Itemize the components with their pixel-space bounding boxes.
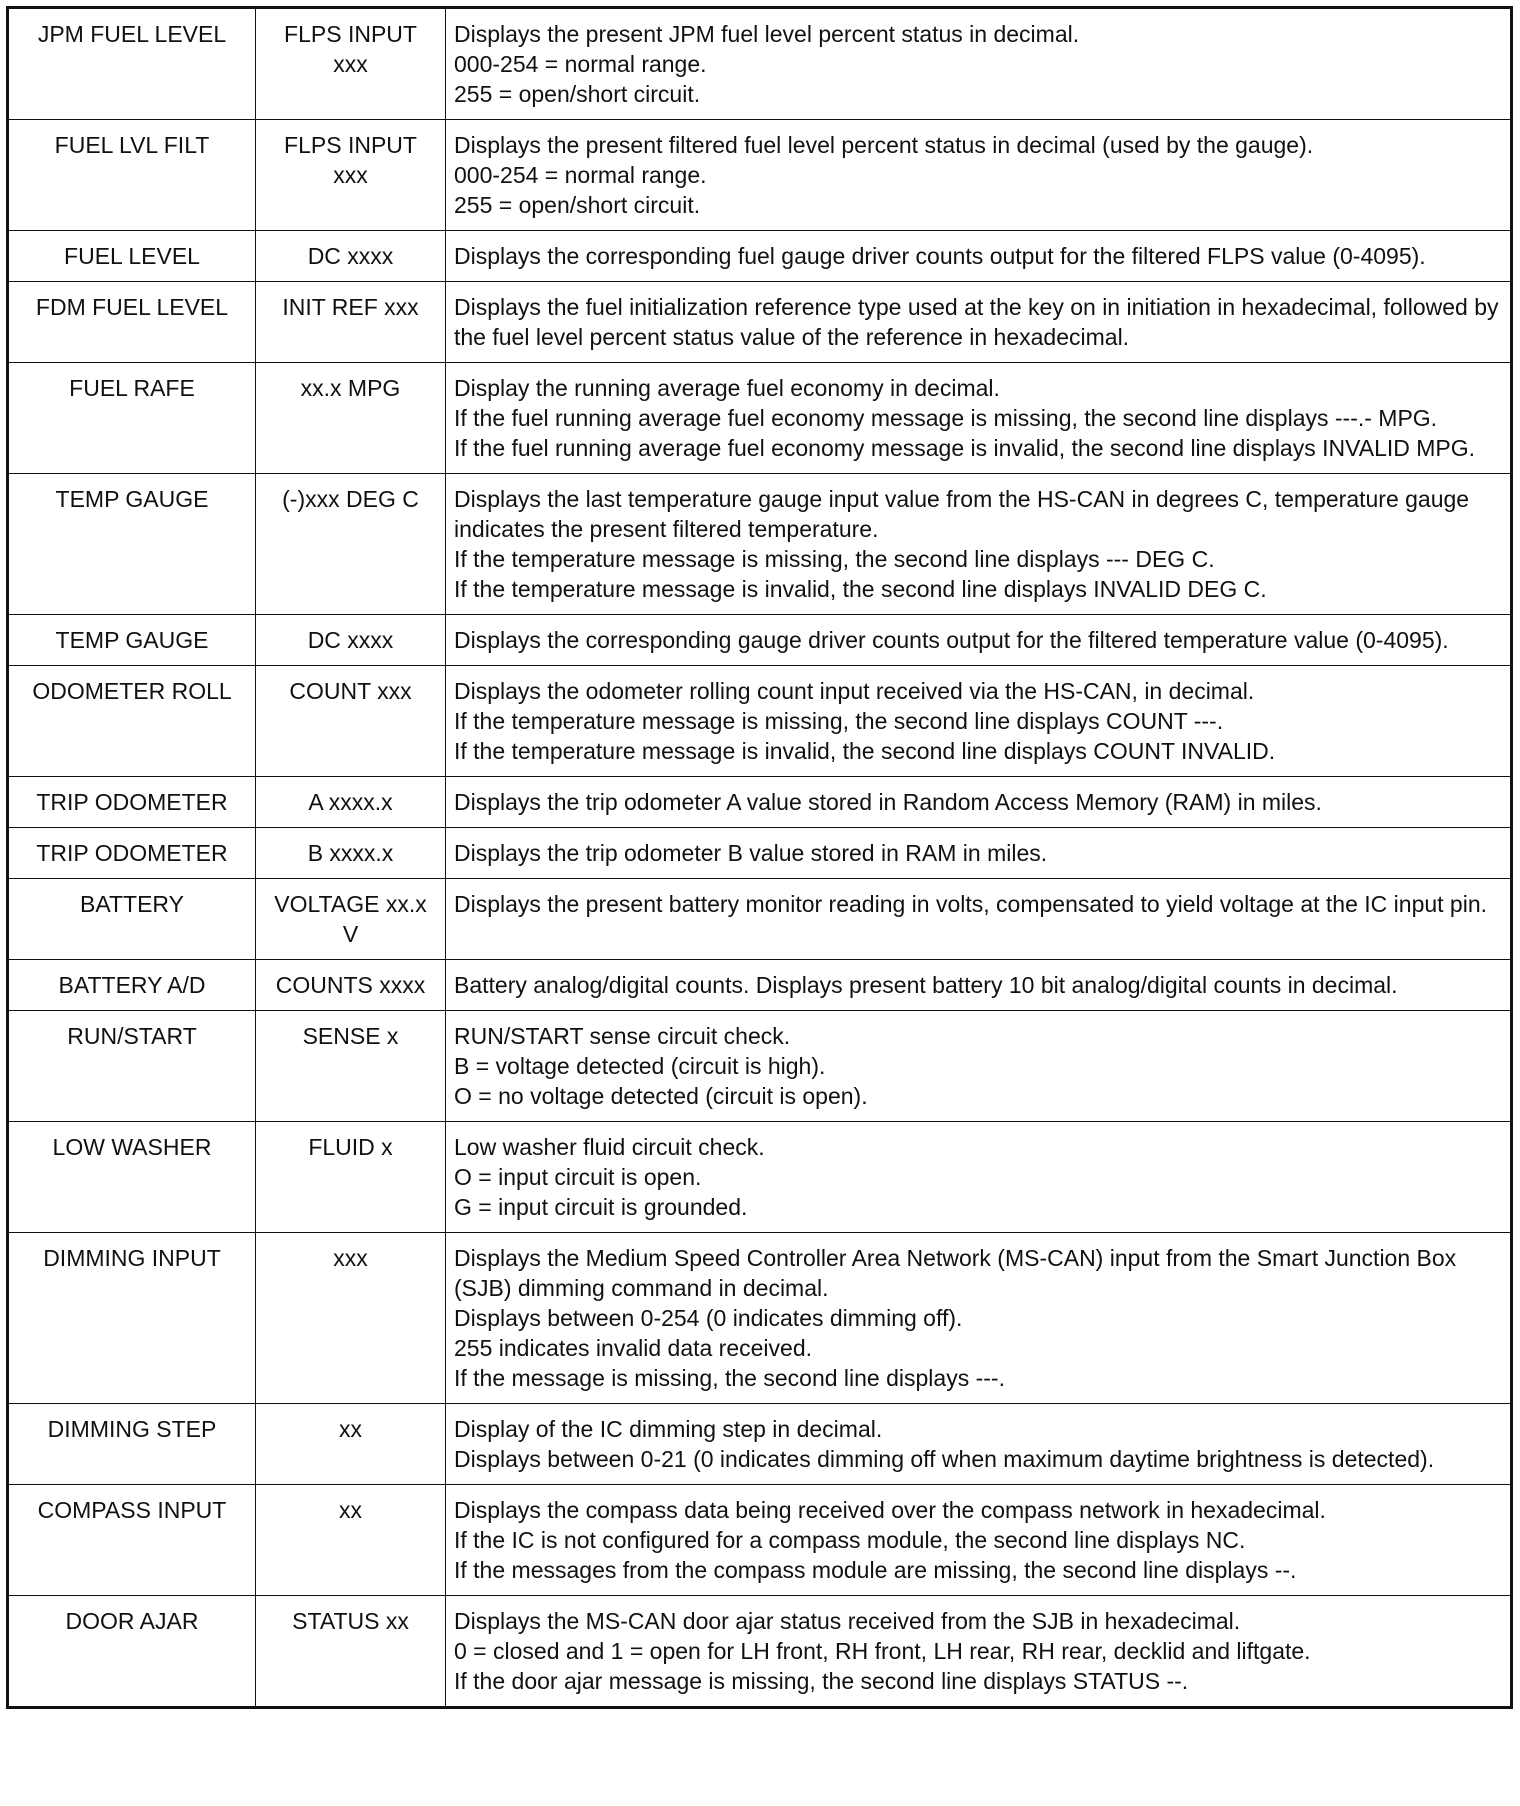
- table-row: [8, 615, 1512, 666]
- description-line: Displays the trip odometer B value stored in RAM in miles.: [454, 840, 1048, 866]
- description-line: Battery analog/digital counts. Displays present battery 10 bit analog/digital counts in decimal.: [454, 972, 1398, 998]
- parameter-cell: BATTERY A/D: [8, 960, 256, 1011]
- parameter-table: [6, 6, 1513, 1709]
- table-row: [8, 120, 1512, 231]
- display-format-cell: COUNTS xxxx: [256, 960, 446, 1011]
- display-format-cell: INIT REF xxx: [256, 282, 446, 363]
- description-line: If the fuel running average fuel economy message is missing, the second line displays ---.- MPG.: [454, 405, 1438, 431]
- parameter-cell: FDM FUEL LEVEL: [8, 282, 256, 363]
- description-line: Displays the corresponding gauge driver counts output for the filtered temperature value (0-4095).: [454, 627, 1449, 653]
- description-line: 255 indicates invalid data received.: [454, 1335, 813, 1361]
- description-line: If the door ajar message is missing, the second line displays STATUS --.: [454, 1668, 1189, 1694]
- parameter-cell: TRIP ODOMETER: [8, 777, 256, 828]
- display-format-cell: xx: [256, 1485, 446, 1596]
- description-line: If the temperature message is missing, the second line displays COUNT ---.: [454, 708, 1224, 734]
- description-line: G = input circuit is grounded.: [454, 1194, 748, 1220]
- table-row: [8, 1233, 1512, 1404]
- description-line: Low washer fluid circuit check.: [454, 1134, 765, 1160]
- description-line: Displays the Medium Speed Controller Area Network (MS-CAN) input from the Smart Junction Box (SJB) dimming command in decimal.: [454, 1245, 1457, 1301]
- description-line: Displays the MS-CAN door ajar status received from the SJB in hexadecimal.: [454, 1608, 1241, 1634]
- description-line: Displays the corresponding fuel gauge driver counts output for the filtered FLPS value (0-4095).: [454, 243, 1426, 269]
- table-row: [8, 474, 1512, 615]
- parameter-cell: TEMP GAUGE: [8, 474, 256, 615]
- description-cell: [446, 1404, 1512, 1485]
- table-row: [8, 1122, 1512, 1233]
- description-cell: [446, 960, 1512, 1011]
- display-format-cell: B xxxx.x: [256, 828, 446, 879]
- description-cell: [446, 282, 1512, 363]
- description-line: If the message is missing, the second line displays ---.: [454, 1365, 1005, 1391]
- description-cell: [446, 363, 1512, 474]
- description-line: 255 = open/short circuit.: [454, 192, 701, 218]
- table-row: [8, 363, 1512, 474]
- description-line: Display the running average fuel economy in decimal.: [454, 375, 1000, 401]
- description-cell: [446, 231, 1512, 282]
- display-format-cell: xxx: [256, 1233, 446, 1404]
- description-line: Displays the present battery monitor reading in volts, compensated to yield voltage at the IC input pin.: [454, 891, 1488, 917]
- description-cell: [446, 615, 1512, 666]
- table-row: [8, 777, 1512, 828]
- description-cell: [446, 1122, 1512, 1233]
- description-line: RUN/START sense circuit check.: [454, 1023, 791, 1049]
- description-cell: [446, 1485, 1512, 1596]
- description-cell: [446, 666, 1512, 777]
- table-row: [8, 960, 1512, 1011]
- description-line: If the temperature message is invalid, the second line displays INVALID DEG C.: [454, 576, 1267, 602]
- table-row: [8, 1485, 1512, 1596]
- parameter-cell: LOW WASHER: [8, 1122, 256, 1233]
- parameter-cell: FUEL RAFE: [8, 363, 256, 474]
- description-line: Displays between 0-254 (0 indicates dimming off).: [454, 1305, 963, 1331]
- description-line: Displays the fuel initialization reference type used at the key on in initiation in hexadecimal, followed by the fuel level percent status value of the reference in hexadecimal.: [454, 294, 1499, 350]
- description-cell: [446, 474, 1512, 615]
- table-row: [8, 666, 1512, 777]
- description-line: B = voltage detected (circuit is high).: [454, 1053, 826, 1079]
- parameter-cell: DOOR AJAR: [8, 1596, 256, 1708]
- parameter-cell: TEMP GAUGE: [8, 615, 256, 666]
- description-line: If the fuel running average fuel economy message is invalid, the second line displays INVALID MPG.: [454, 435, 1476, 461]
- description-cell: [446, 777, 1512, 828]
- table-row: [8, 1596, 1512, 1708]
- description-cell: [446, 120, 1512, 231]
- table-body: [8, 8, 1512, 1708]
- description-line: 255 = open/short circuit.: [454, 81, 701, 107]
- description-line: Displays the present JPM fuel level percent status in decimal.: [454, 21, 1080, 47]
- description-line: If the temperature message is missing, the second line displays --- DEG C.: [454, 546, 1215, 572]
- description-cell: [446, 1596, 1512, 1708]
- display-format-cell: A xxxx.x: [256, 777, 446, 828]
- description-line: 000-254 = normal range.: [454, 162, 707, 188]
- description-line: Displays between 0-21 (0 indicates dimming off when maximum daytime brightness is detected).: [454, 1446, 1435, 1472]
- parameter-cell: TRIP ODOMETER: [8, 828, 256, 879]
- parameter-cell: DIMMING STEP: [8, 1404, 256, 1485]
- description-line: If the IC is not configured for a compass module, the second line displays NC.: [454, 1527, 1246, 1553]
- parameter-cell: DIMMING INPUT: [8, 1233, 256, 1404]
- description-cell: [446, 828, 1512, 879]
- description-cell: [446, 879, 1512, 960]
- parameter-cell: JPM FUEL LEVEL: [8, 8, 256, 120]
- display-format-cell: xx.x MPG: [256, 363, 446, 474]
- display-format-cell: COUNT xxx: [256, 666, 446, 777]
- display-format-cell: (-)xxx DEG C: [256, 474, 446, 615]
- parameter-cell: FUEL LVL FILT: [8, 120, 256, 231]
- description-cell: [446, 1011, 1512, 1122]
- parameter-cell: FUEL LEVEL: [8, 231, 256, 282]
- table-row: [8, 282, 1512, 363]
- display-format-cell: SENSE x: [256, 1011, 446, 1122]
- parameter-cell: COMPASS INPUT: [8, 1485, 256, 1596]
- description-line: Displays the trip odometer A value stored in Random Access Memory (RAM) in miles.: [454, 789, 1322, 815]
- table-row: [8, 828, 1512, 879]
- description-line: Displays the last temperature gauge input value from the HS-CAN in degrees C, temperature gauge indicates the present filtered temperature.: [454, 486, 1470, 542]
- parameter-cell: BATTERY: [8, 879, 256, 960]
- display-format-cell: STATUS xx: [256, 1596, 446, 1708]
- display-format-cell: xx: [256, 1404, 446, 1485]
- description-line: O = input circuit is open.: [454, 1164, 702, 1190]
- parameter-cell: ODOMETER ROLL: [8, 666, 256, 777]
- description-line: 000-254 = normal range.: [454, 51, 707, 77]
- description-line: Displays the present filtered fuel level percent status in decimal (used by the gauge).: [454, 132, 1314, 158]
- parameter-cell: RUN/START: [8, 1011, 256, 1122]
- table-row: [8, 1404, 1512, 1485]
- table-row: [8, 231, 1512, 282]
- table-row: [8, 1011, 1512, 1122]
- display-format-cell: FLUID x: [256, 1122, 446, 1233]
- description-line: If the temperature message is invalid, the second line displays COUNT INVALID.: [454, 738, 1276, 764]
- display-format-cell: FLPS INPUT xxx: [256, 120, 446, 231]
- description-line: O = no voltage detected (circuit is open).: [454, 1083, 868, 1109]
- description-line: Display of the IC dimming step in decimal.: [454, 1416, 883, 1442]
- description-line: Displays the compass data being received over the compass network in hexadecimal.: [454, 1497, 1326, 1523]
- description-line: Displays the odometer rolling count input received via the HS-CAN, in decimal.: [454, 678, 1255, 704]
- description-cell: [446, 1233, 1512, 1404]
- description-line: 0 = closed and 1 = open for LH front, RH front, LH rear, RH rear, decklid and liftgate.: [454, 1638, 1311, 1664]
- display-format-cell: FLPS INPUT xxx: [256, 8, 446, 120]
- description-cell: [446, 8, 1512, 120]
- display-format-cell: VOLTAGE xx.x V: [256, 879, 446, 960]
- description-line: If the messages from the compass module are missing, the second line displays --.: [454, 1557, 1297, 1583]
- table-row: [8, 8, 1512, 120]
- display-format-cell: DC xxxx: [256, 231, 446, 282]
- display-format-cell: DC xxxx: [256, 615, 446, 666]
- table-row: [8, 879, 1512, 960]
